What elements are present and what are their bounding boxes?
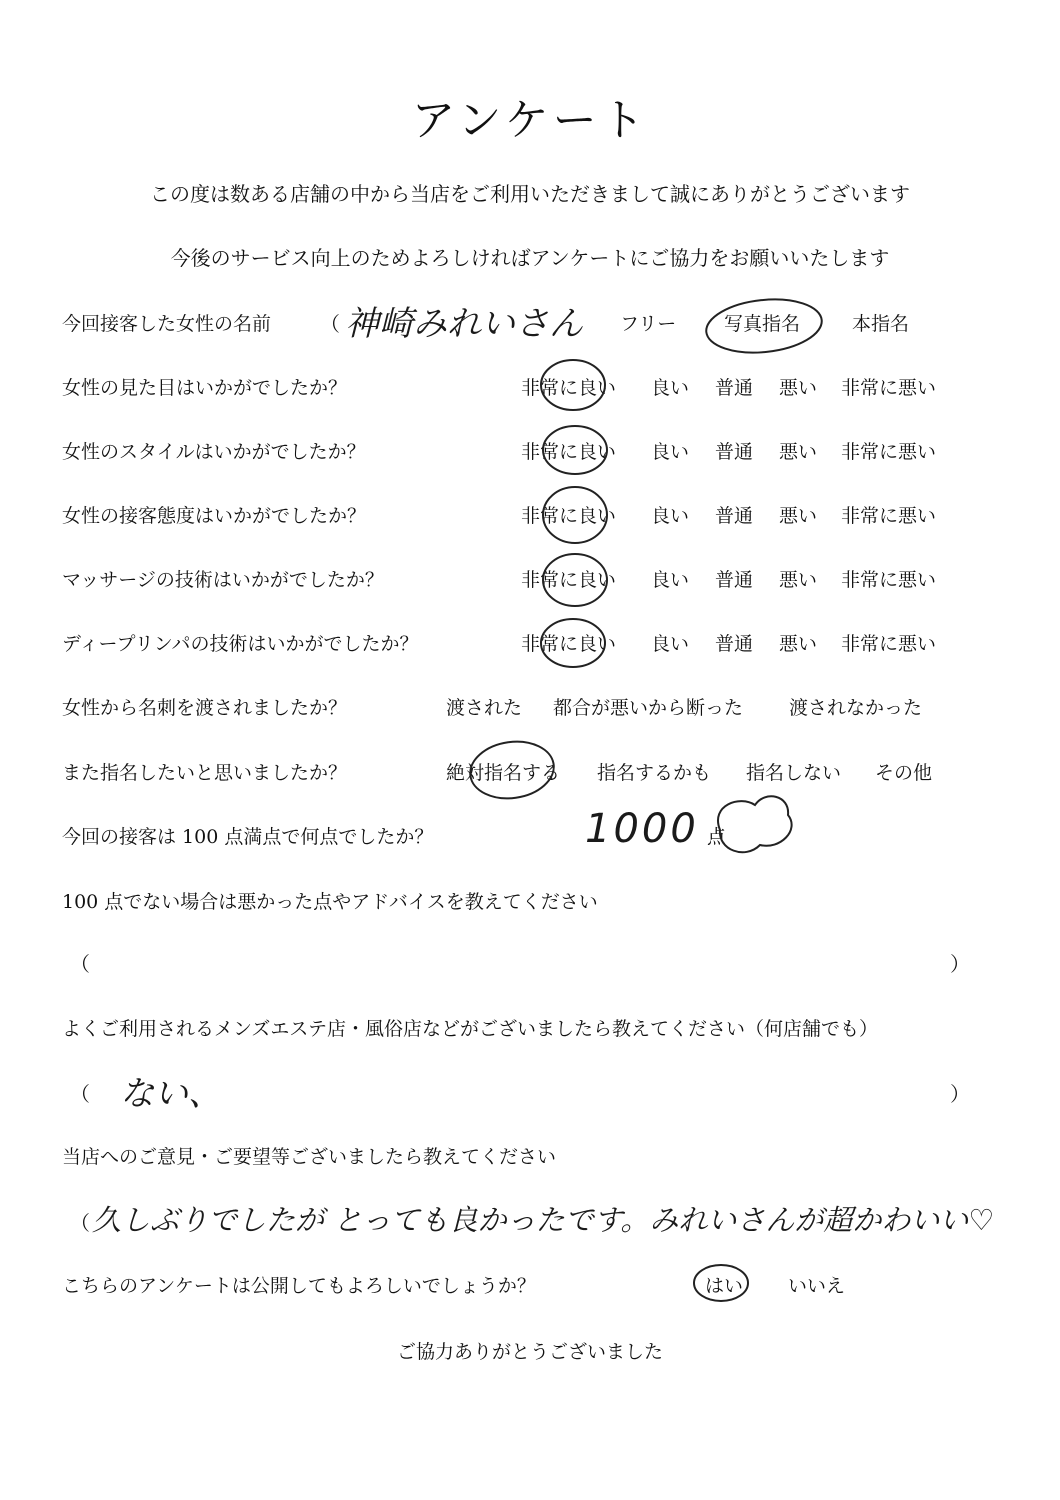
card-question: 女性から名刺を渡されましたか？ xyxy=(62,697,348,719)
option-average[interactable]: 普通 xyxy=(715,505,754,527)
option-very-bad[interactable]: 非常に悪い xyxy=(841,569,937,591)
option-very-bad[interactable]: 非常に悪い xyxy=(841,441,937,463)
score-unit: 点 xyxy=(707,826,727,848)
question-appearance: 女性の見た目はいかがでしたか？ xyxy=(62,377,348,399)
again-question: また指名したいと思いましたか？ xyxy=(62,762,348,784)
question-massage: マッサージの技術はいかがでしたか？ xyxy=(62,569,384,591)
score-question: 今回の接客は 100 点満点で何点でしたか？ xyxy=(62,826,434,848)
option-bad[interactable]: 悪い xyxy=(779,441,818,463)
option-bad[interactable]: 悪い xyxy=(779,377,818,399)
question-lymph: ディープリンパの技術はいかがでしたか？ xyxy=(62,633,419,655)
option-declined[interactable]: 都合が悪いから断った xyxy=(553,697,744,719)
advice-open-paren: （ xyxy=(70,952,90,976)
closing-message: ご協力ありがとうございました xyxy=(396,1341,663,1363)
shops-close-paren: ） xyxy=(950,1082,970,1106)
handwritten-score: 1000 xyxy=(585,806,699,852)
option-good[interactable]: 良い xyxy=(651,633,690,655)
option-maybe[interactable]: 指名するかも xyxy=(597,762,712,784)
option-received[interactable]: 渡された xyxy=(446,697,523,719)
name-question: 今回接客した女性の名前 xyxy=(62,313,272,335)
option-photo-nomination[interactable]: 写真指名 xyxy=(724,313,801,335)
opinion-question: 当店へのご意見・ご要望等ございましたら教えてください xyxy=(62,1146,557,1168)
name-open-paren: （ xyxy=(320,312,340,336)
question-style: 女性のスタイルはいかがでしたか？ xyxy=(62,441,366,463)
opinion-answer[interactable]: 久しぶりでしたが とっても良かったです。みれいさんが超かわいい♡ xyxy=(92,1203,995,1237)
intro-thanks: この度は数ある店舗の中から当店をご利用いただきまして誠にありがとうございます xyxy=(150,182,910,206)
option-very-bad[interactable]: 非常に悪い xyxy=(841,505,937,527)
option-no-publish[interactable]: いいえ xyxy=(788,1275,846,1297)
option-good[interactable]: 良い xyxy=(651,377,690,399)
intro-request: 今後のサービス向上のためよろしければアンケートにご協力をお願いいたします xyxy=(170,246,890,270)
option-no[interactable]: 指名しない xyxy=(746,762,842,784)
opinion-open-paren: （ xyxy=(70,1211,90,1235)
publish-question: こちらのアンケートは公開してもよろしいでしょうか？ xyxy=(62,1275,536,1297)
shops-open-paren: （ xyxy=(70,1082,90,1106)
option-good[interactable]: 良い xyxy=(651,569,690,591)
option-average[interactable]: 普通 xyxy=(715,441,754,463)
option-bad[interactable]: 悪い xyxy=(779,569,818,591)
option-free[interactable]: フリー xyxy=(620,313,677,335)
shops-answer[interactable]: ない、 xyxy=(120,1074,222,1114)
option-very-good[interactable]: 非常に良い xyxy=(521,569,617,591)
advice-question: 100 点でない場合は悪かった点やアドバイスを教えてください xyxy=(62,891,598,913)
option-very-good[interactable]: 非常に良い xyxy=(521,441,617,463)
option-main-nomination[interactable]: 本指名 xyxy=(852,313,910,335)
option-bad[interactable]: 悪い xyxy=(779,633,818,655)
option-yes[interactable]: はい xyxy=(705,1275,744,1297)
question-attitude: 女性の接客態度はいかがでしたか？ xyxy=(62,505,367,527)
advice-close-paren: ） xyxy=(950,952,970,976)
option-very-good[interactable]: 非常に良い xyxy=(521,505,617,527)
option-very-bad[interactable]: 非常に悪い xyxy=(841,377,937,399)
scribble-score xyxy=(718,796,792,852)
option-definitely[interactable]: 絶対指名する xyxy=(446,762,561,784)
option-not-received[interactable]: 渡されなかった xyxy=(789,697,923,719)
option-other[interactable]: その他 xyxy=(875,762,933,784)
option-average[interactable]: 普通 xyxy=(715,377,754,399)
option-very-bad[interactable]: 非常に悪い xyxy=(841,633,937,655)
page-title: アンケート xyxy=(411,95,649,146)
option-very-good[interactable]: 非常に良い xyxy=(521,633,617,655)
shops-question: よくご利用されるメンズエステ店・風俗店などがございましたら教えてください（何店舗でも） xyxy=(62,1018,879,1040)
option-good[interactable]: 良い xyxy=(651,441,690,463)
handwritten-name: 神崎みれいさん xyxy=(345,304,583,344)
option-average[interactable]: 普通 xyxy=(715,569,754,591)
option-average[interactable]: 普通 xyxy=(715,633,754,655)
option-very-good[interactable]: 非常に良い xyxy=(521,377,617,399)
option-bad[interactable]: 悪い xyxy=(779,505,818,527)
option-good[interactable]: 良い xyxy=(651,505,690,527)
